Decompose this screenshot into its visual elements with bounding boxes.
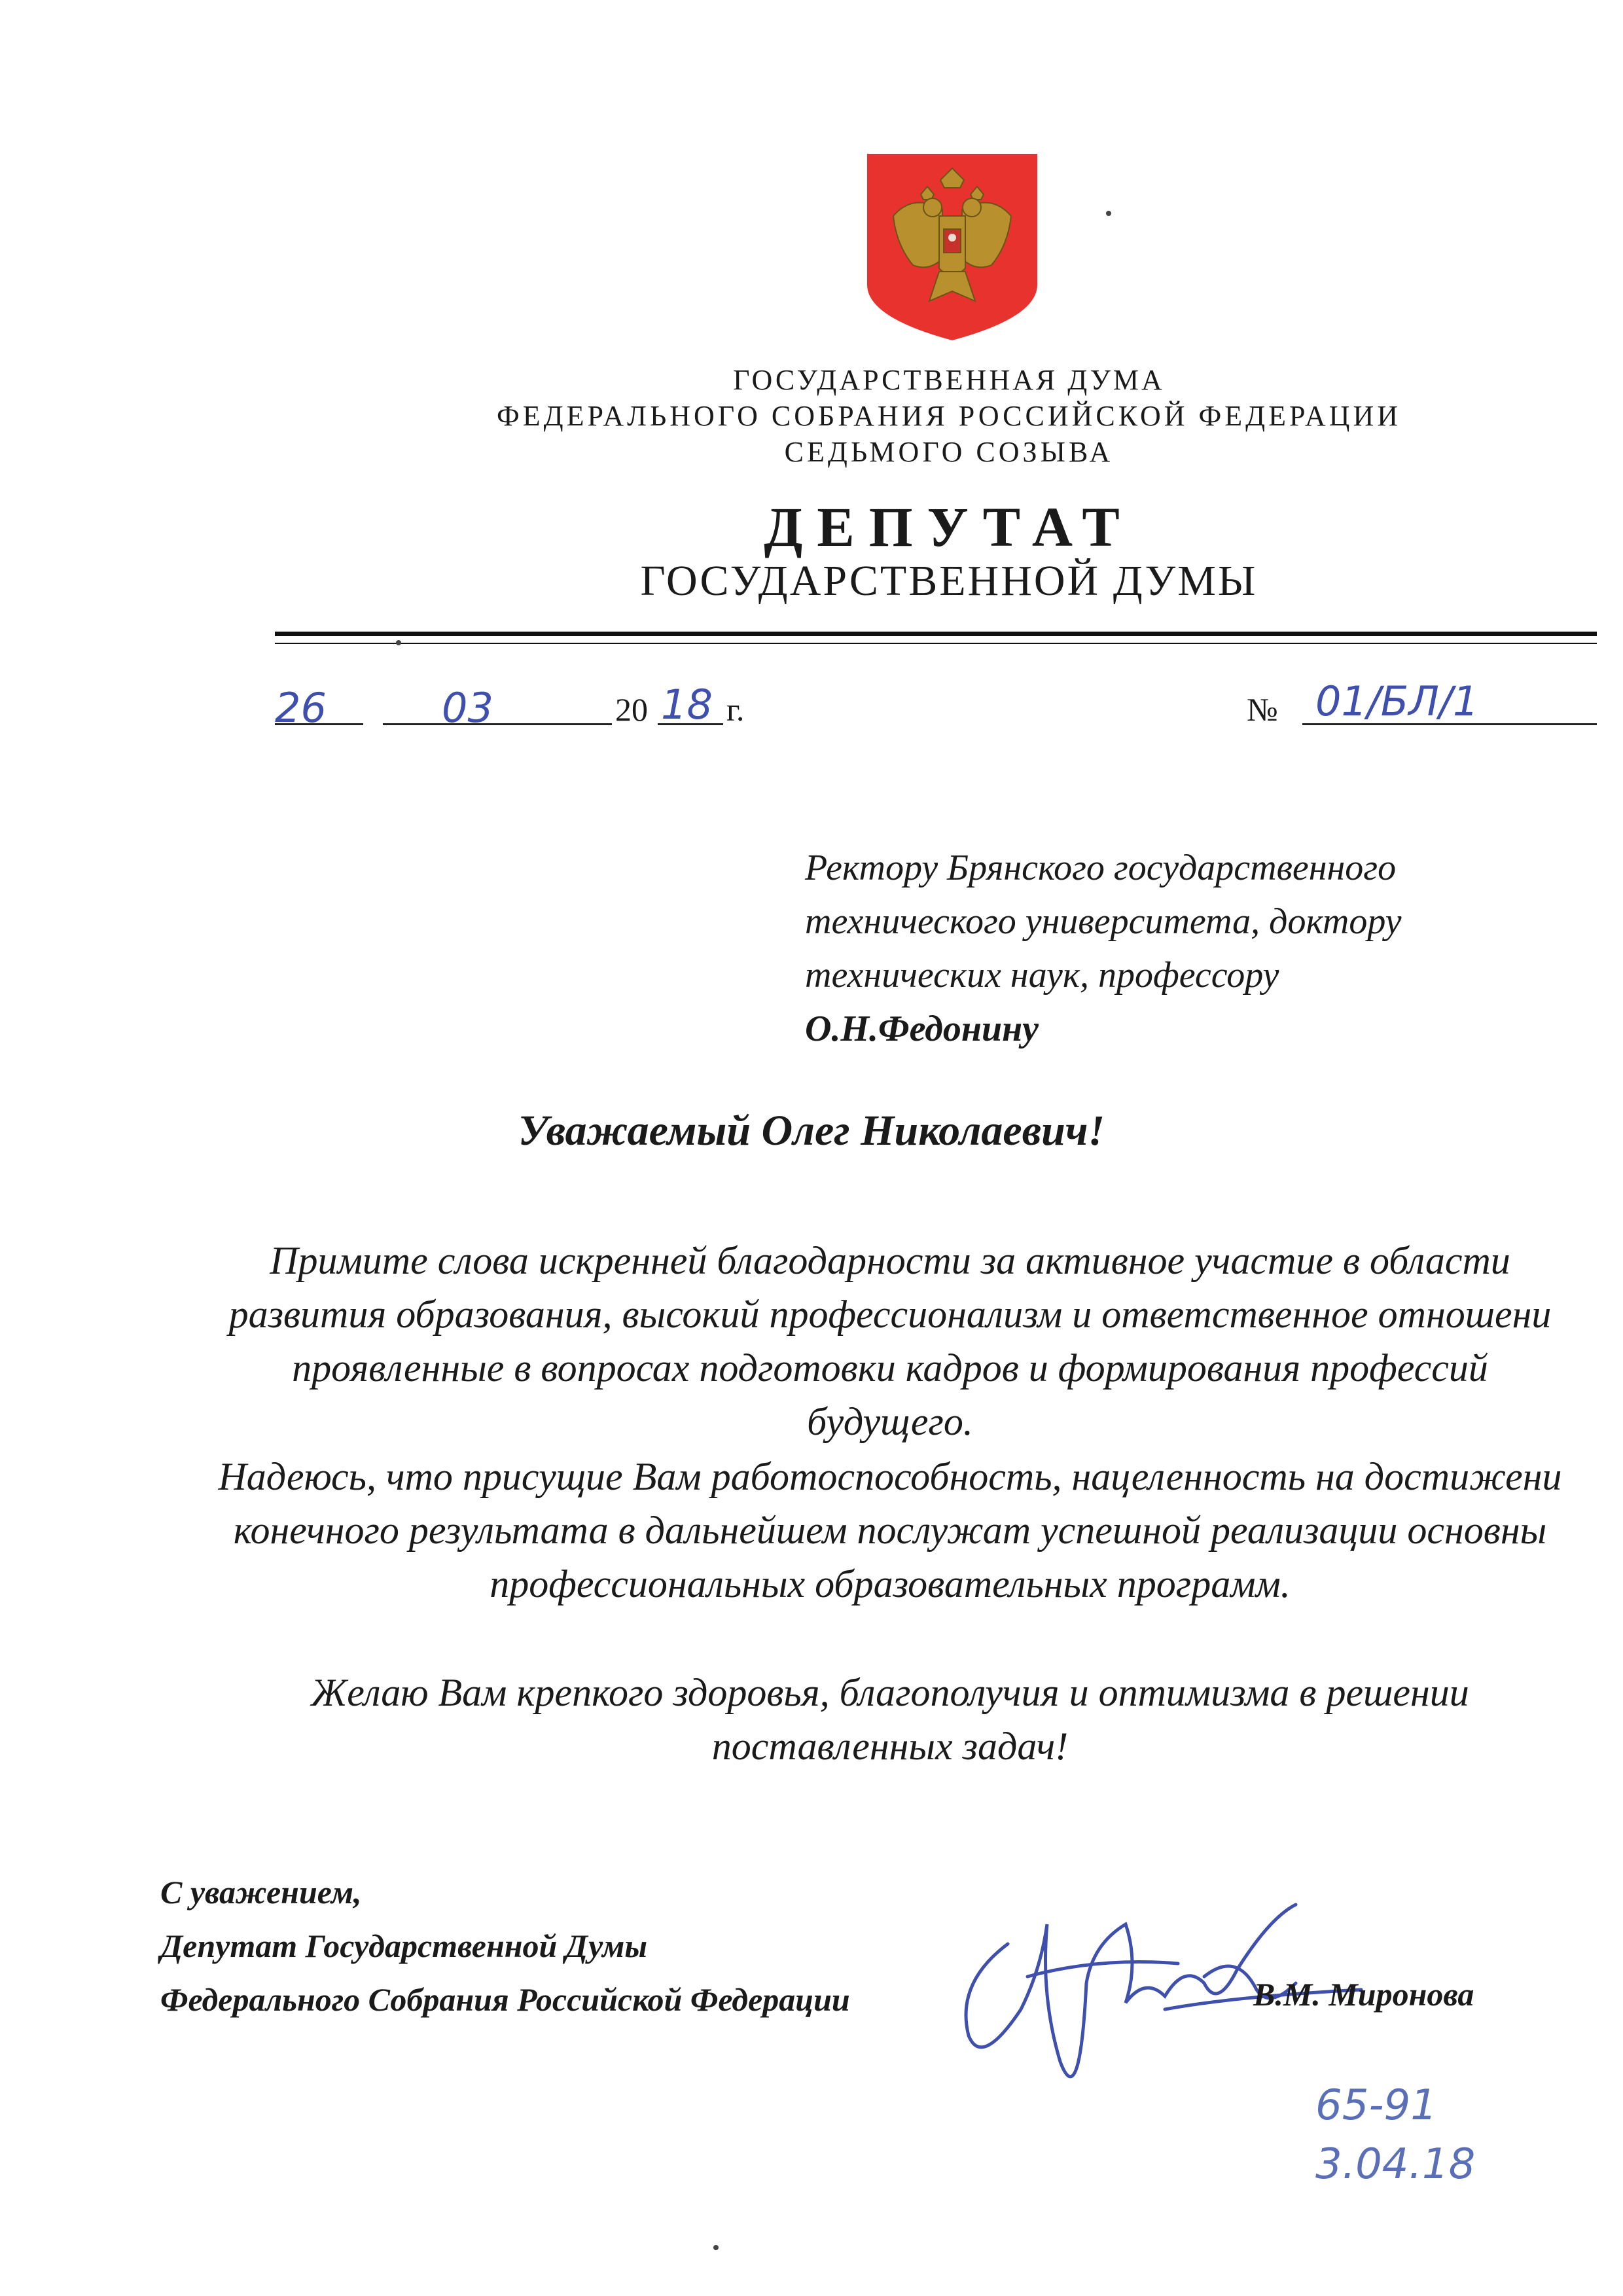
header-rule-thin bbox=[275, 643, 1597, 644]
body-paragraph-2 bbox=[157, 1450, 1623, 1611]
org-line-3: СЕДЬМОГО СОЗЫВА bbox=[784, 436, 1114, 468]
date-month-underline bbox=[383, 723, 612, 725]
body-line: проявленные в вопросах подготовки кадров и формирования профессий bbox=[292, 1346, 1488, 1390]
addressee-line: Ректору Брянского государственного bbox=[805, 848, 1397, 888]
body-line: Желаю Вам крепкого здоровья, благополучия и оптимизма в решении bbox=[311, 1671, 1469, 1714]
org-line-2: ФЕДЕРАЛЬНОГО СОБРАНИЯ РОССИЙСКОЙ ФЕДЕРАЦИИ bbox=[496, 400, 1401, 432]
russian-coat-of-arms-icon bbox=[867, 154, 1037, 340]
body-paragraph-1 bbox=[157, 1234, 1623, 1448]
body-line: будущего. bbox=[807, 1400, 973, 1443]
body-line: Надеюсь, что присущие Вам работоспособность, нацеленность на достижени bbox=[218, 1455, 1562, 1498]
document-title: ДЕПУТАТ bbox=[764, 495, 1134, 558]
closing-line: Депутат Государственной Думы bbox=[160, 1928, 648, 1964]
number-value: 01/БЛ/1 bbox=[1315, 677, 1479, 725]
signer-name: В.М. Миронова bbox=[1253, 1976, 1474, 2013]
body-line: конечного результата в дальнейшем послужат успешной реализации основны bbox=[233, 1509, 1547, 1552]
addressee-name: О.Н.Федонину bbox=[805, 1009, 1039, 1049]
number-underline bbox=[1302, 723, 1597, 725]
addressee-line: технических наук, профессору bbox=[805, 955, 1279, 996]
org-line-1: ГОСУДАРСТВЕННАЯ ДУМА bbox=[733, 364, 1165, 396]
body-line: профессиональных образовательных программ. bbox=[490, 1562, 1291, 1605]
body-paragraph-3 bbox=[157, 1666, 1623, 1773]
handwritten-note-2: 3.04.18 bbox=[1315, 2140, 1476, 2189]
speck bbox=[396, 640, 401, 645]
handwritten-note-1: 65-91 bbox=[1315, 2081, 1437, 2130]
addressee-block bbox=[805, 841, 1558, 1056]
speck bbox=[713, 2245, 719, 2250]
speck bbox=[1106, 211, 1111, 216]
date-day: 26 bbox=[275, 684, 327, 732]
date-year-suffix: г. bbox=[726, 691, 745, 728]
date-year: 18 bbox=[661, 681, 713, 728]
date-year-underline bbox=[658, 723, 723, 725]
body-line: Примите слова искренней благодарности за активное участие в области bbox=[270, 1239, 1510, 1282]
closing-block bbox=[160, 1865, 850, 2026]
header-rule-thick bbox=[275, 632, 1597, 636]
document-subtitle: ГОСУДАРСТВЕННОЙ ДУМЫ bbox=[640, 557, 1258, 605]
closing-line: Федерального Собрания Российской Федерации bbox=[160, 1981, 850, 2018]
date-day-underline bbox=[275, 723, 363, 725]
addressee-line: технического университета, доктору bbox=[805, 901, 1402, 942]
body-line: поставленных задач! bbox=[711, 1725, 1069, 1768]
date-century: 20 bbox=[615, 691, 648, 728]
date-month: 03 bbox=[442, 684, 493, 732]
number-label: № bbox=[1247, 691, 1278, 728]
closing-line: С уважением, bbox=[160, 1874, 362, 1910]
body-line: развития образования, высокий профессионализм и ответственное отношени bbox=[228, 1293, 1552, 1336]
greeting: Уважаемый Олег Николаевич! bbox=[518, 1107, 1105, 1155]
